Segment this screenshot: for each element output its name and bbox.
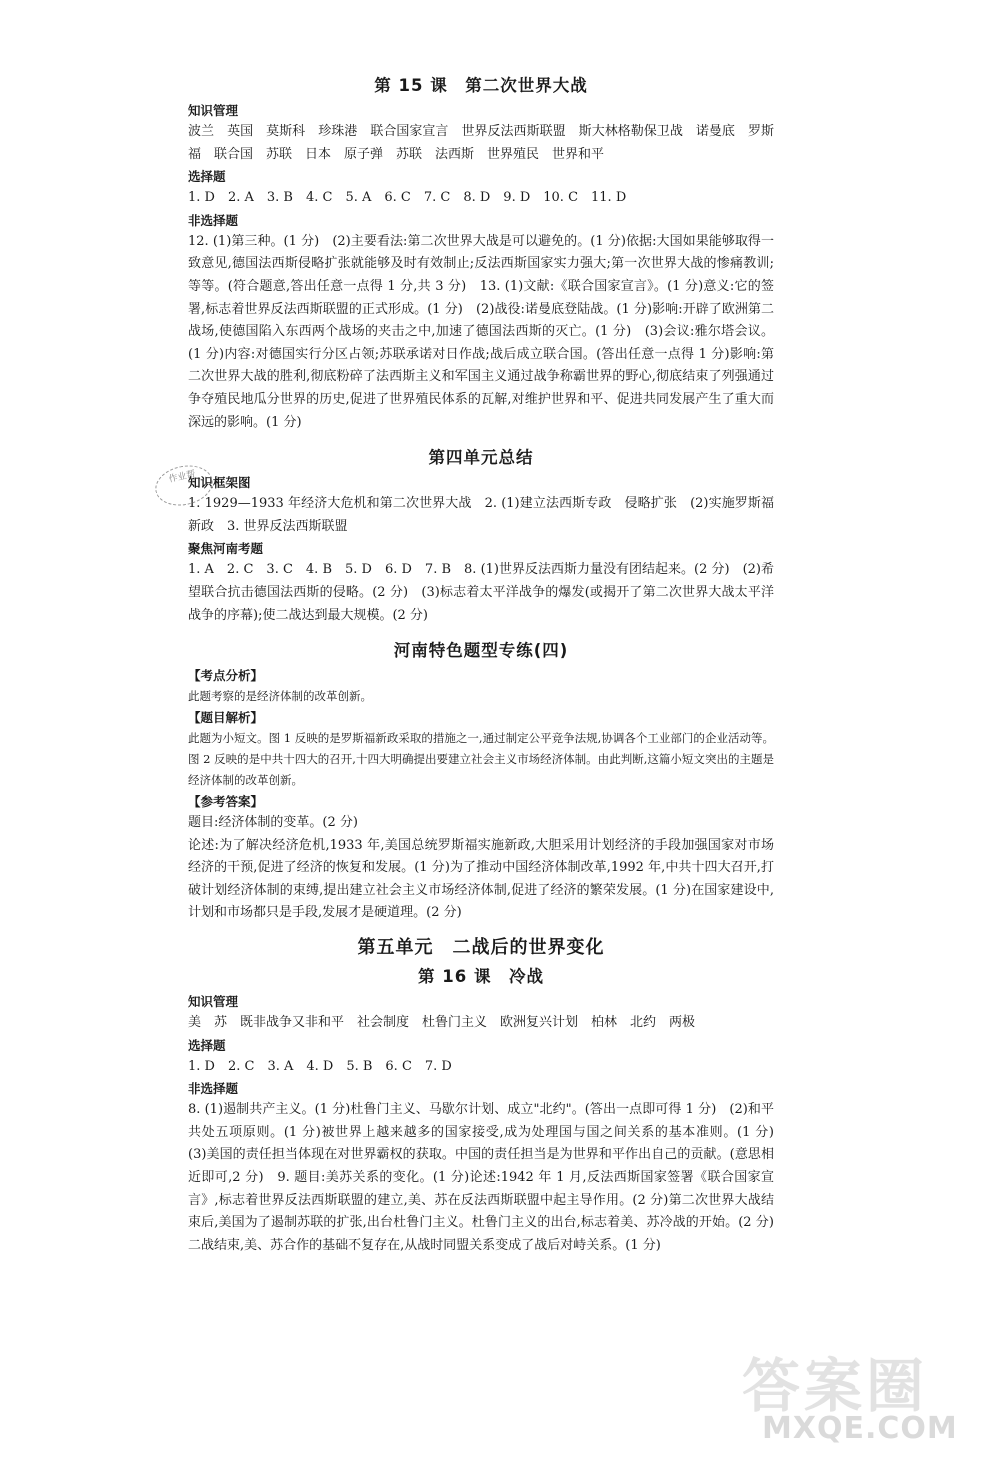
henan4-answer-title: 题目:经济体制的变革。(2 分) <box>188 815 358 831</box>
answer-page <box>188 62 788 1257</box>
henan4-explain-text: 此题为小短文。图 1 反映的是罗斯福新政采取的措施之一,通过制定公平竞争法规,协调各个工业部门的企业活动等。图 2 反映的是中共十四大的召开,十四大明确提出要建立社会主义市场经济体制。由此判断,这篇小短文突出的主题是经济体制的改革创新。 <box>188 731 774 788</box>
lesson15-knowledge-text: 波兰 英国 莫斯科 珍珠港 联合国家宣言 世界反法西斯联盟 斯大林格勒保卫战 诺曼底 罗斯福 联合国 苏联 日本 原子弹 苏联 法西斯 世界殖民 世界和平 <box>188 124 774 162</box>
henan4-explain-label: 【题目解析】 <box>188 710 264 726</box>
lesson16-knowledge-text: 美 苏 既非战争又非和平 社会制度 杜鲁门主义 欧洲复兴计划 柏林 北约 两极 <box>188 1015 696 1031</box>
unit4-framework-label: 知识框架图 <box>188 475 251 491</box>
unit4-henan-label: 聚焦河南考题 <box>188 541 264 557</box>
unit4-title: 第四单元总结 <box>428 448 534 468</box>
lesson16-choice-label: 选择题 <box>188 1037 226 1053</box>
homework-stamp: 作业帮 <box>152 460 217 510</box>
henan4-analysis-label: 【考点分析】 <box>188 668 264 684</box>
watermark-logo: 答案圈 <box>742 1352 929 1420</box>
lesson16-knowledge-label: 知识管理 <box>188 994 239 1010</box>
unit4-framework-text: 1. 1929—1933 年经济大危机和第二次世界大战 2. (1)建立法西斯专政 侵略扩张 (2)实施罗斯福新政 3. 世界反法西斯联盟 <box>188 496 774 534</box>
unit5-title: 第五单元 二战后的世界变化 <box>357 937 605 959</box>
lesson15-nonchoice-text: 12. (1)第三种。(1 分) (2)主要看法:第二次世界大战是可以避免的。(1 分)依据:大国如果能够取得一致意见,德国法西斯侵略扩张就能够及时有效制止;反法西斯国家实力强大;第一次世界大战的惨痛教训;等等。(符合题意,答出任意一点得 1 分,共 3 分) 13. (1)文献:《联合国家宣言》。(1 分)意义:它的签署,标志着世界反法西斯联盟的正式形成。(1 分) (2)战役:诺曼底登陆战。(1 分)影响:开辟了欧洲第二战场,使德国陷入东西两个战场的夹击之中,加速了德国法西斯的灭亡。(1 分) (3)会议:雅尔塔会议。(1 分)内容:对德国实行分区占领;苏联承诺对日作战;战后成立联合国。(答出任意一点得 1 分)影响:第二次世界大战的胜利,彻底粉碎了法西斯主义和军国主义通过战争称霸世界的野心,彻底结束了列强通过争夺殖民地瓜分世界的历史,促进了世界殖民体系的瓦解,对维护世界和平、促进共同发展产生了重大而深远的影响。(1 分) <box>188 233 774 430</box>
lesson15-nonchoice-label: 非选择题 <box>188 212 239 228</box>
lesson15-choice-label: 选择题 <box>188 169 226 185</box>
lesson16-title: 第 16 课 冷战 <box>418 967 544 987</box>
lesson16-nonchoice-label: 非选择题 <box>188 1081 239 1097</box>
henan4-title: 河南特色题型专练(四) <box>393 641 569 661</box>
unit4-henan-text: 1. A 2. C 3. C 4. B 5. D 6. D 7. B 8. (1)世界反法西斯力量没有团结起来。(2 分) (2)希望联合抗击德国法西斯的侵略。(2 分) (3)标志着太平洋战争的爆发(或揭开了第二次世界大战太平洋战争的序幕);使二战达到最大规模。(2 分) <box>188 562 774 623</box>
watermark-url: MXQE.COM <box>762 1411 958 1446</box>
lesson15-title: 第 15 课 第二次世界大战 <box>374 76 588 95</box>
lesson16-nonchoice-text: 8. (1)遏制共产主义。(1 分)杜鲁门主义、马歇尔计划、成立"北约"。(答出一点即可得 1 分) (2)和平共处五项原则。(1 分)被世界上越来越多的国家接受,成为处理国与国之间关系的基本准则。(1 分) (3)美国的责任担当体现在对世界霸权的获取。中国的责任担当是为世界和平作出自己的贡献。(意思相近即可,2 分) 9. 题目:美苏关系的变化。(1 分)论述:1942 年 1 月,反法西斯国家签署《联合国家宣言》,标志着世界反法西斯联盟的建立,美、苏在反法西斯联盟中起主导作用。(2 分)第二次世界大战结束后,美国为了遏制苏联的扩张,出台杜鲁门主义。杜鲁门主义的出台,标志着美、苏冷战的开始。(2 分)二战结束,美、苏合作的基础不复存在,从战时同盟关系变成了战后对峙关系。(1 分) <box>188 1102 788 1253</box>
henan4-analysis-text: 此题考察的是经济体制的改革创新。 <box>188 689 372 704</box>
lesson16-choice-text: 1. D 2. C 3. A 4. D 5. B 6. C 7. D <box>188 1058 452 1074</box>
lesson15-choice-text: 1. D 2. A 3. B 4. C 5. A 6. C 7. C 8. D 9. D 10. C 11. D <box>188 190 627 206</box>
site-watermark <box>722 1339 982 1459</box>
henan4-answer-label: 【参考答案】 <box>188 794 264 810</box>
henan4-answer-text: 论述:为了解决经济危机,1933 年,美国总统罗斯福实施新政,大胆采用计划经济的手段加强国家对市场经济的干预,促进了经济的恢复和发展。(1 分)为了推动中国经济体制改革,1992 年,中共十四大召开,打破计划经济体制的束缚,提出建立社会主义市场经济体制,促进了经济的繁荣发展。(1 分)在国家建设中,计划和市场都只是手段,发展才是硬道理。(2 分) <box>188 837 774 921</box>
lesson15-knowledge-label: 知识管理 <box>188 103 239 118</box>
